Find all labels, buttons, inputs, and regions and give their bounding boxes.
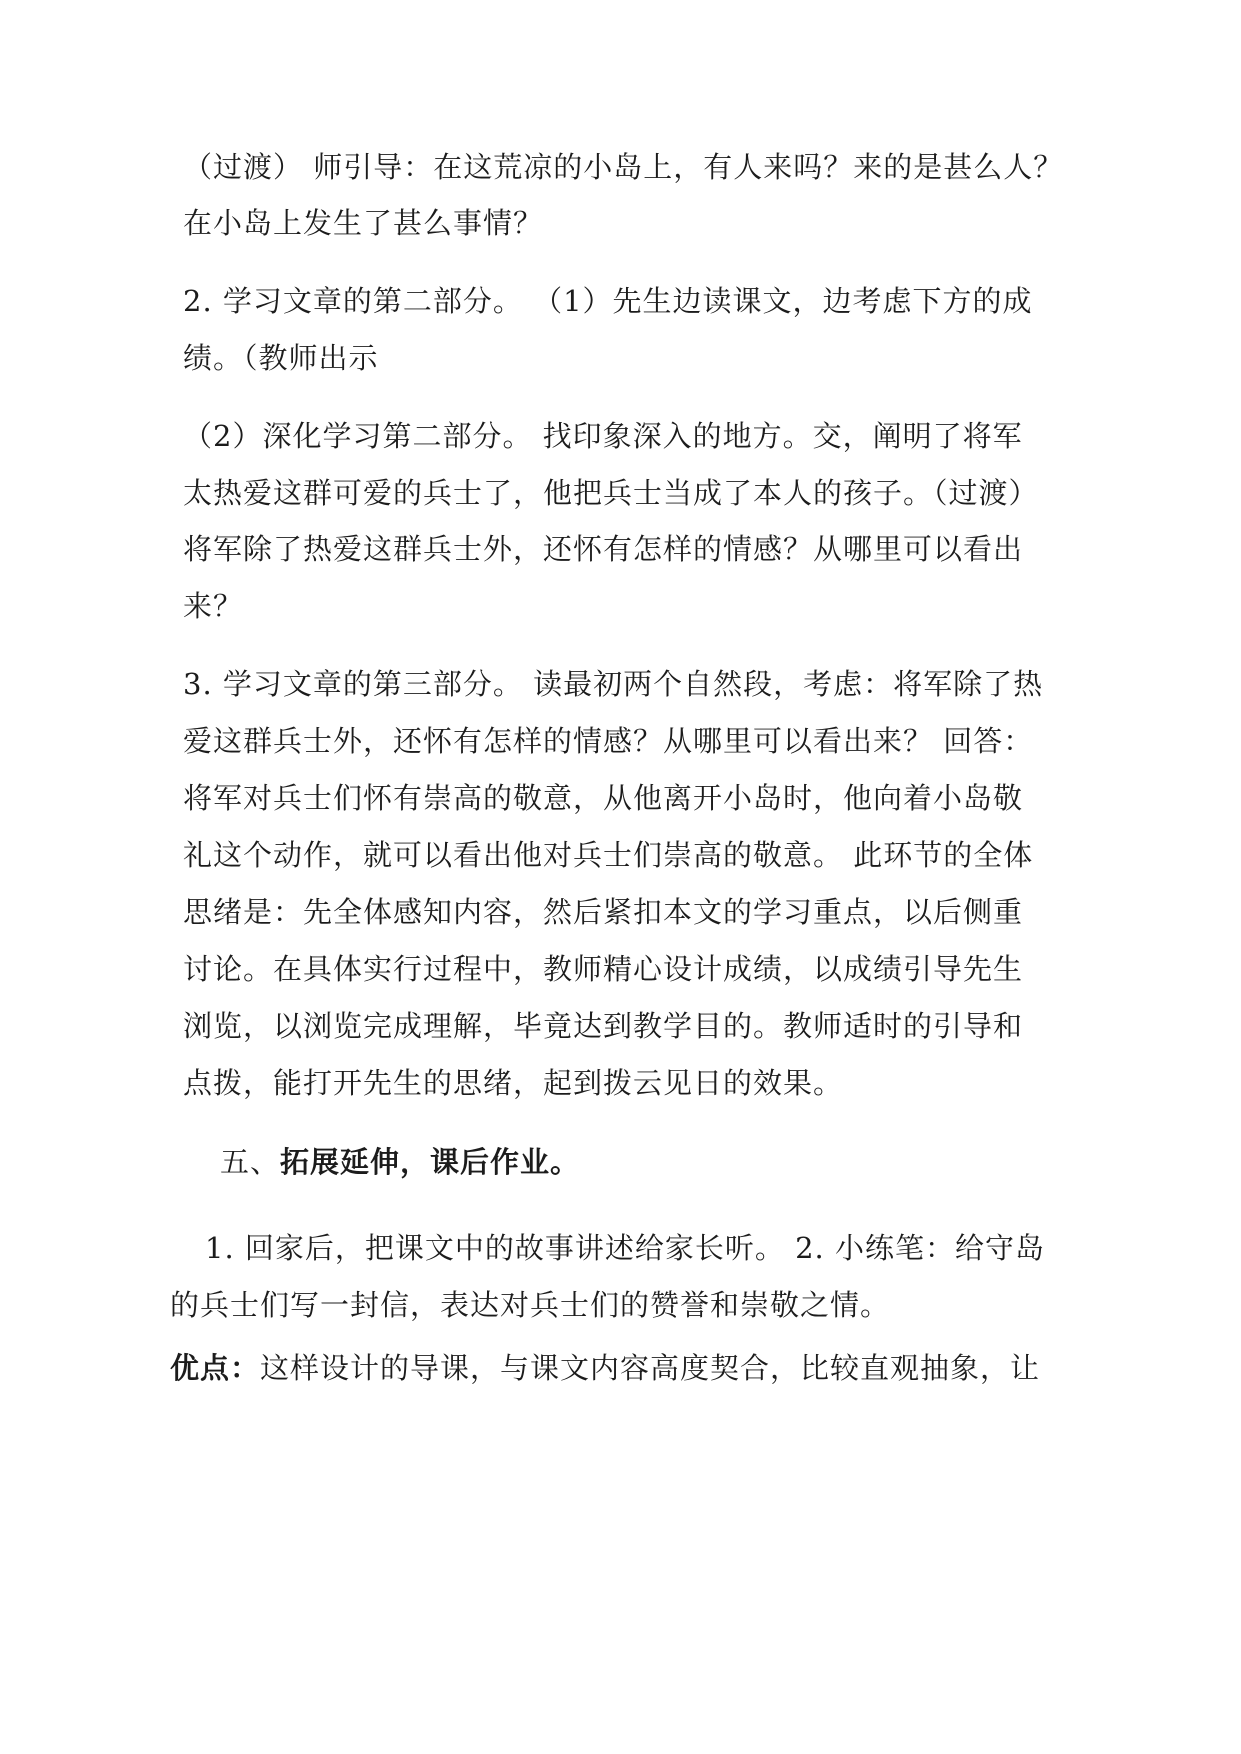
paragraph-line: 在小岛上发生了甚么事情？	[183, 206, 544, 240]
section-heading	[220, 1142, 1241, 1182]
paragraph-line: 绩。（教师出示	[183, 341, 379, 375]
paragraph-line: （过渡） 师引导：在这荒凉的小岛上，有人来吗？来的是甚么人？	[183, 150, 1064, 184]
advantages-label: 优点：	[170, 1351, 261, 1385]
paragraph-line: 将军除了热爱这群兵士外，还怀有怎样的情感？从哪里可以看出	[183, 532, 1024, 566]
advantages-paragraph	[170, 1348, 1241, 1388]
advantages-text: 这样设计的导课，与课文内容高度契合，比较直观抽象，让	[260, 1351, 1041, 1385]
paragraph-line: 礼这个动作，就可以看出他对兵士们崇高的敬意。 此环节的全体	[183, 838, 1034, 872]
paragraph-line: 将军对兵士们怀有崇高的敬意，从他离开小岛时，他向着小岛敬	[183, 781, 1024, 815]
paragraph-line: 3. 学习文章的第三部分。 读最初两个自然段，考虑：将军除了热	[183, 667, 1044, 701]
paragraph-line: 的兵士们写一封信，表达对兵士们的赞誉和崇敬之情。	[170, 1288, 891, 1322]
paragraph-line: 点拨，能打开先生的思绪，起到拨云见日的效果。	[183, 1066, 844, 1100]
paragraph-line: 1. 回家后，把课文中的故事讲述给家长听。 2. 小练笔：给守岛	[205, 1231, 1045, 1265]
paragraph-line: 来？	[183, 589, 244, 623]
paragraph-line: 爱这群兵士外，还怀有怎样的情感？从哪里可以看出来？ 回答：	[183, 724, 1034, 758]
paragraph-line: 讨论。在具体实行过程中，教师精心设计成绩，以成绩引导先生	[183, 952, 1024, 986]
paragraph-line: 浏览，以浏览完成理解，毕竟达到教学目的。教师适时的引导和	[183, 1009, 1024, 1043]
section-number: 五、	[220, 1145, 281, 1179]
paragraph-line: 2. 学习文章的第二部分。 （1）先生边读课文，边考虑下方的成	[183, 284, 1033, 318]
paragraph-line: 太热爱这群可爱的兵士了，他把兵士当成了本人的孩子。（过渡）	[183, 476, 1039, 510]
section-title: 拓展延伸，课后作业。	[280, 1145, 581, 1179]
paragraph-line: 思绪是：先全体感知内容，然后紧扣本文的学习重点，以后侧重	[183, 895, 1024, 929]
paragraph-line: （2）深化学习第二部分。 找印象深入的地方。交，阐明了将军	[183, 419, 1023, 453]
